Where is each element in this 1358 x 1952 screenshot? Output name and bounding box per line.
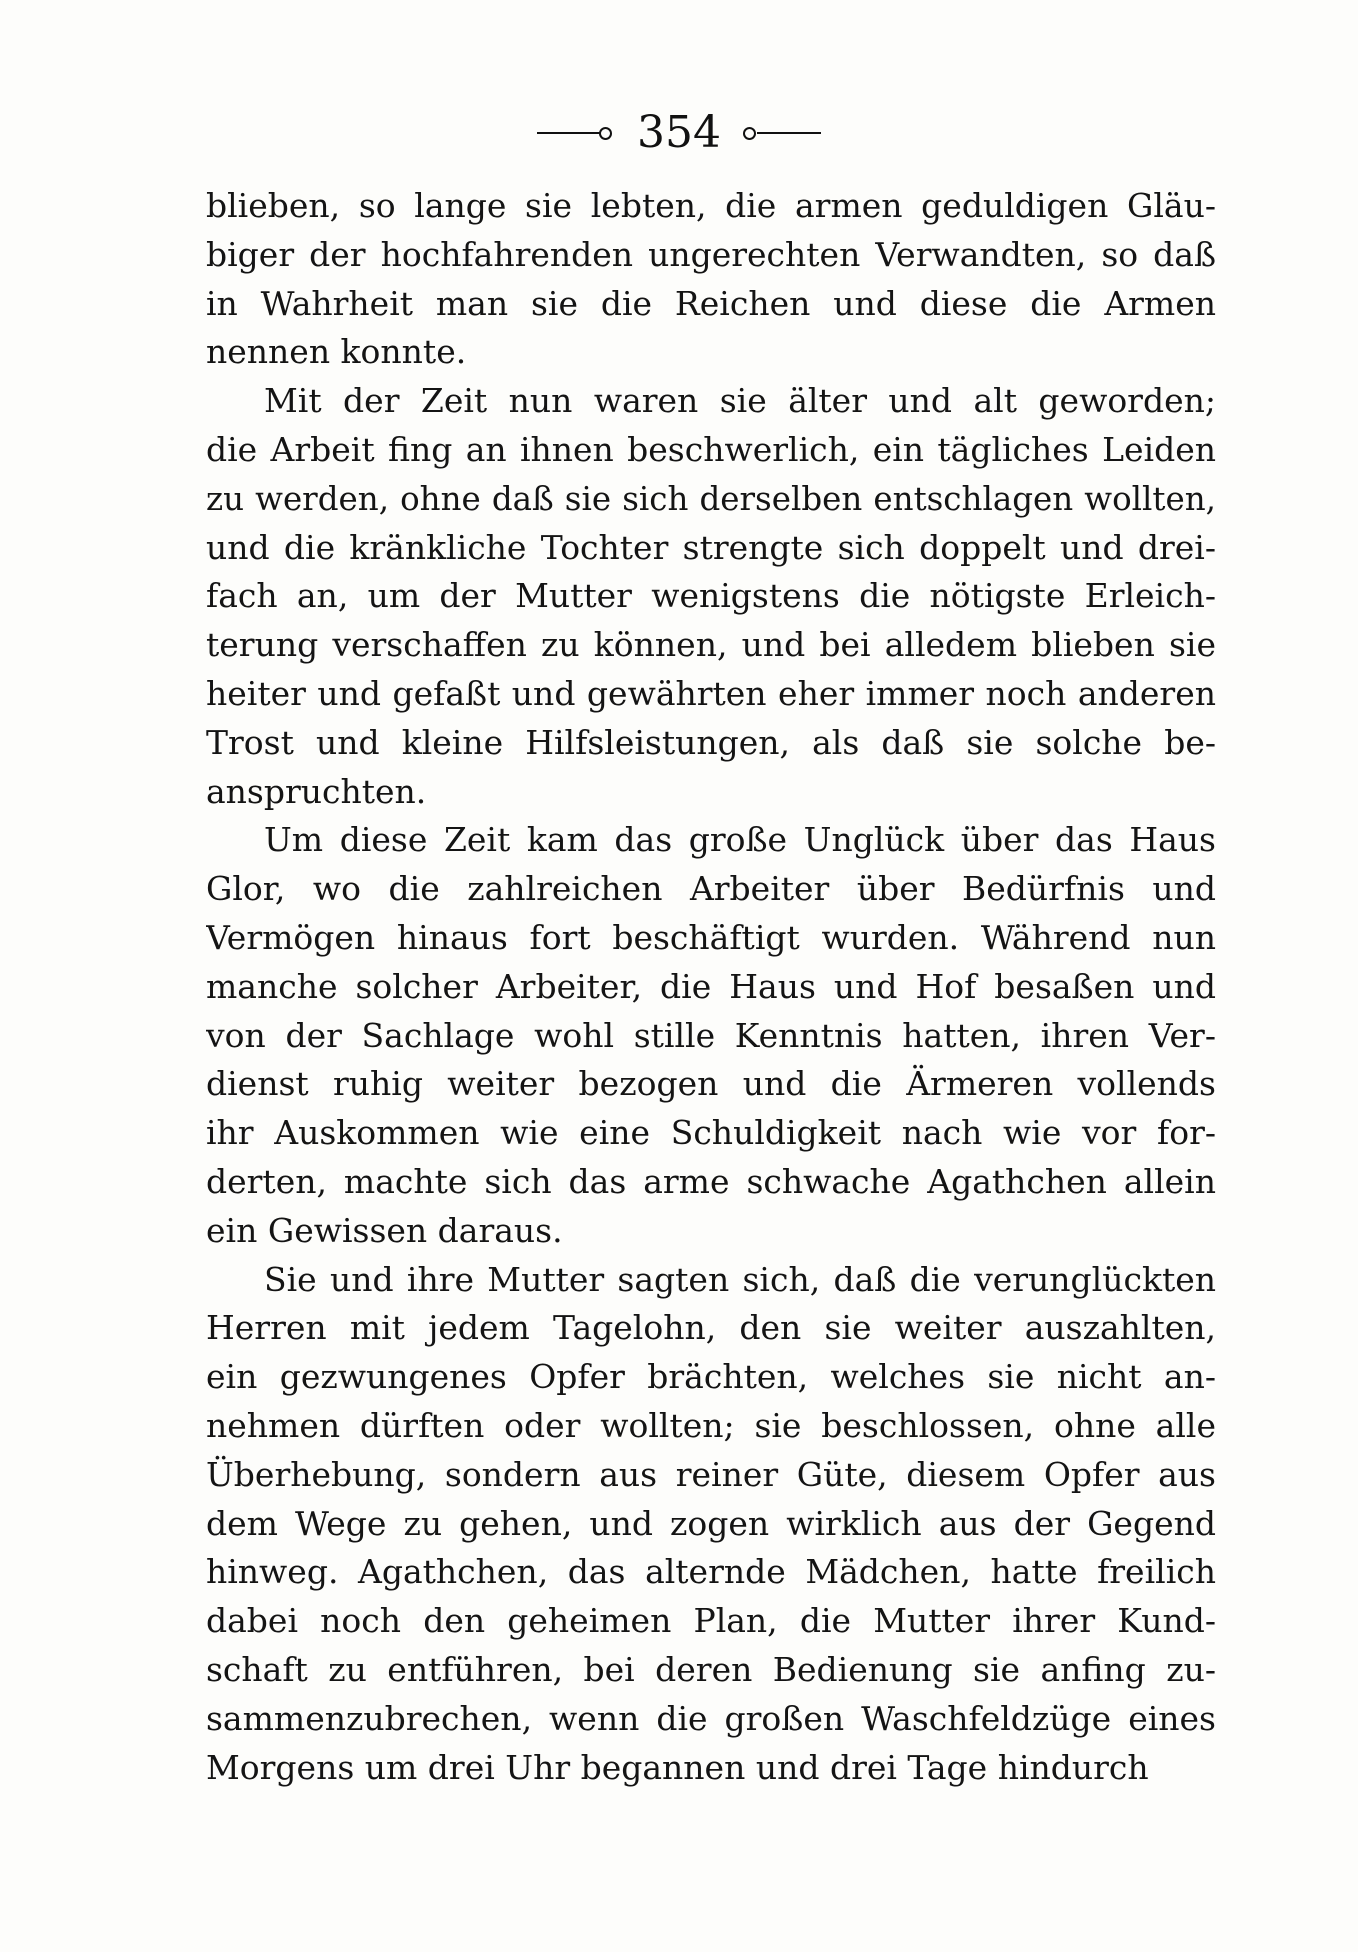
text-line: hinweg. Agathchen, das alternde Mädchen, hatte freilich (206, 1552, 1216, 1592)
ornament-left-icon (537, 123, 615, 143)
text-line: nehmen dürften oder wollten; sie beschlossen, ohne alle (206, 1405, 1216, 1445)
text-line: derten, machte sich das arme schwache Agathchen allein (206, 1161, 1216, 1201)
text-line: dabei noch den geheimen Plan, die Mutter ihrer Kund- (206, 1601, 1216, 1641)
text-line: anspruchten. (206, 771, 427, 811)
text-line: ein gezwungenes Opfer brächten, welches sie nicht an- (206, 1357, 1216, 1397)
ornament-right-icon (743, 123, 821, 143)
paragraph (206, 182, 1216, 377)
text-line: ihr Auskommen wie eine Schuldigkeit nach wie vor for- (206, 1113, 1216, 1153)
text-line: Mit der Zeit nun waren sie älter und alt geworden; (264, 381, 1216, 421)
text-line: heiter und gefaßt und gewährten eher immer noch anderen (206, 673, 1216, 713)
text-line: dienst ruhig weiter bezogen und die Ärmeren vollends (206, 1064, 1216, 1104)
text-line: schaft zu entführen, bei deren Bedienung sie anfing zu- (206, 1649, 1216, 1689)
text-line: und die kränkliche Tochter strengte sich doppelt und drei- (206, 527, 1216, 567)
text-line: Vermögen hinaus fort beschäftigt wurden. Während nun (206, 917, 1216, 957)
text-line: blieben, so lange sie lebten, die armen geduldigen Gläu- (206, 186, 1216, 225)
text-line: dem Wege zu gehen, und zogen wirklich aus der Gegend (206, 1503, 1216, 1543)
page-header (0, 100, 1358, 163)
text-line: zu werden, ohne daß sie sich derselben entschlagen wollten, (206, 479, 1216, 518)
text-line: Morgens um drei Uhr begannen und drei Tage hindurch (206, 1747, 1149, 1787)
text-line: Überhebung, sondern aus reiner Güte, diesem Opfer aus (206, 1454, 1216, 1494)
text-line: von der Sachlage wohl stille Kenntnis hatten, ihren Ver- (206, 1015, 1216, 1055)
text-line: biger der hochfahrenden ungerechten Verwandten, so daß (206, 234, 1216, 274)
paragraph (206, 816, 1216, 1255)
text-line: Um diese Zeit kam das große Unglück über das Haus (264, 820, 1216, 860)
text-line: ein Gewissen daraus. (206, 1210, 563, 1250)
text-line: terung verschaffen zu können, und bei alledem blieben sie (206, 625, 1216, 665)
text-line: sammenzubrechen, wenn die großen Waschfeldzüge eines (206, 1698, 1216, 1738)
text-line: nennen konnte. (206, 332, 467, 372)
page-number: 354 (637, 106, 721, 158)
text-line: Herren mit jedem Tagelohn, den sie weiter auszahlten, (206, 1308, 1216, 1348)
paragraph (206, 1256, 1216, 1793)
text-line: manche solcher Arbeiter, die Haus und Hof besaßen und (206, 966, 1216, 1006)
text-line: Sie und ihre Mutter sagten sich, daß die verunglückten (264, 1259, 1216, 1299)
text-line: Trost und kleine Hilfsleistungen, als daß sie solche be- (206, 722, 1216, 762)
body-text (206, 182, 1216, 1792)
text-line: fach an, um der Mutter wenigstens die nötigste Erleich- (206, 576, 1216, 616)
text-line: Glor, wo die zahlreichen Arbeiter über Bedürfnis und (206, 869, 1216, 909)
paragraph (206, 377, 1216, 816)
text-line: die Arbeit fing an ihnen beschwerlich, ein tägliches Leiden (206, 429, 1216, 469)
text-line: in Wahrheit man sie die Reichen und diese die Armen (206, 283, 1216, 323)
